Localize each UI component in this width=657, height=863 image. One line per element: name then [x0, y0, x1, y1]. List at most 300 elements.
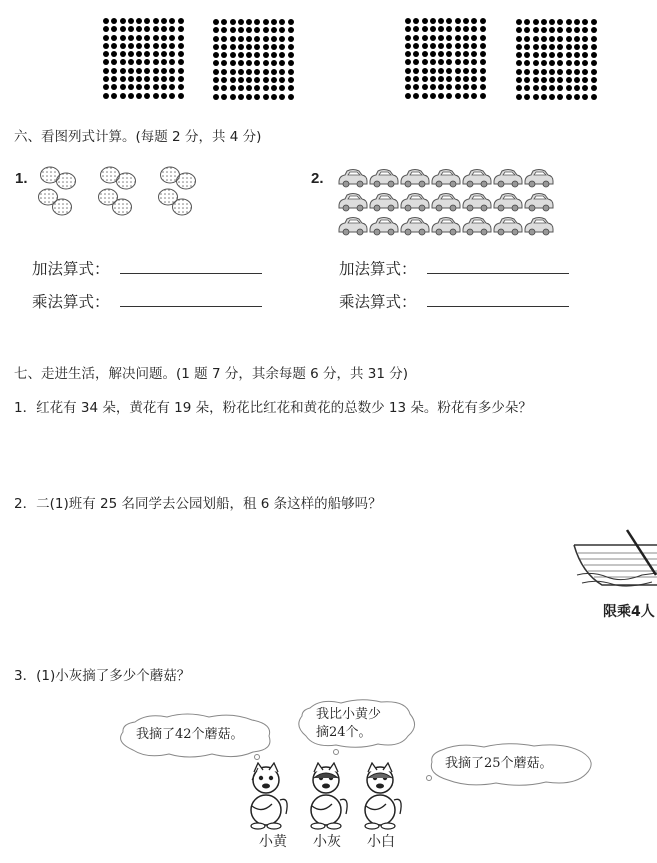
- dot: [430, 43, 436, 49]
- dot: [178, 93, 184, 99]
- dot: [524, 36, 530, 42]
- dot: [221, 69, 227, 75]
- dot: [574, 60, 580, 66]
- name-xiaohuang: 小黄: [259, 834, 287, 850]
- dot: [161, 59, 167, 65]
- dot: [230, 44, 236, 50]
- dot: [221, 94, 227, 100]
- dot: [413, 26, 419, 32]
- dot: [288, 77, 294, 83]
- dot: [566, 60, 572, 66]
- dot: [120, 51, 126, 57]
- dot: [446, 59, 452, 65]
- dot: [263, 69, 269, 75]
- dot: [136, 35, 142, 41]
- dot: [136, 51, 142, 57]
- dot: [446, 35, 452, 41]
- dot: [288, 85, 294, 91]
- dot: [238, 44, 244, 50]
- dot: [446, 26, 452, 32]
- dot: [288, 36, 294, 42]
- dot: [230, 77, 236, 83]
- dot: [221, 85, 227, 91]
- dot: [591, 44, 597, 50]
- dot: [574, 85, 580, 91]
- dot: [574, 77, 580, 83]
- dot: [463, 59, 469, 65]
- dot: [471, 93, 477, 99]
- dot: [221, 52, 227, 58]
- dot: [557, 44, 563, 50]
- dot: [557, 36, 563, 42]
- dot: [213, 85, 219, 91]
- dot: [582, 36, 588, 42]
- dot: [246, 77, 252, 83]
- dot: [153, 26, 159, 32]
- dot: [430, 93, 436, 99]
- dot: [161, 26, 167, 32]
- dot: [279, 77, 285, 83]
- dot: [591, 69, 597, 75]
- dot: [566, 85, 572, 91]
- dot: [288, 69, 294, 75]
- dot: [213, 60, 219, 66]
- dot: [582, 27, 588, 33]
- dot: [246, 44, 252, 50]
- dot: [213, 44, 219, 50]
- dot: [111, 35, 117, 41]
- dot: [413, 68, 419, 74]
- dot-grid-4: [515, 18, 598, 101]
- dot: [136, 26, 142, 32]
- dot: [549, 52, 555, 58]
- dot: [405, 76, 411, 82]
- dot: [263, 27, 269, 33]
- dot: [246, 69, 252, 75]
- dot: [161, 51, 167, 57]
- dot: [144, 26, 150, 32]
- dot: [516, 85, 522, 91]
- dot: [128, 35, 134, 41]
- problem2-addition-blank[interactable]: [427, 273, 569, 274]
- dot: [169, 59, 175, 65]
- dot: [430, 18, 436, 24]
- dot: [238, 36, 244, 42]
- problem1-multiplication-label: 乘法算式：: [32, 293, 110, 311]
- dot: [169, 76, 175, 82]
- dot: [463, 76, 469, 82]
- dot: [480, 68, 486, 74]
- speech-bubble-bai: [424, 742, 596, 788]
- dot: [238, 27, 244, 33]
- dot: [471, 76, 477, 82]
- dot: [438, 43, 444, 49]
- dot: [128, 76, 134, 82]
- dot: [153, 51, 159, 57]
- dot: [111, 76, 117, 82]
- dot: [271, 36, 277, 42]
- character-xiaohui: [311, 763, 347, 829]
- dot: [471, 43, 477, 49]
- dot: [128, 51, 134, 57]
- dot: [582, 19, 588, 25]
- dot: [533, 27, 539, 33]
- dot: [405, 43, 411, 49]
- dot: [254, 85, 260, 91]
- dot: [230, 85, 236, 91]
- dot: [221, 44, 227, 50]
- dot: [254, 44, 260, 50]
- dot: [541, 77, 547, 83]
- dot: [524, 60, 530, 66]
- dot: [288, 94, 294, 100]
- dot: [446, 84, 452, 90]
- dot: [144, 35, 150, 41]
- dot-grid-2: [212, 18, 295, 101]
- dot: [405, 93, 411, 99]
- dot: [463, 26, 469, 32]
- dot: [557, 77, 563, 83]
- dot: [254, 27, 260, 33]
- dot: [238, 52, 244, 58]
- dot: [591, 85, 597, 91]
- dot: [246, 60, 252, 66]
- dot: [279, 19, 285, 25]
- dot: [230, 36, 236, 42]
- dot: [422, 93, 428, 99]
- problem2-multiplication-blank[interactable]: [427, 306, 569, 307]
- dot: [153, 68, 159, 74]
- dot: [557, 19, 563, 25]
- dot: [541, 60, 547, 66]
- dot: [533, 94, 539, 100]
- dot: [549, 94, 555, 100]
- dot: [516, 36, 522, 42]
- dot: [422, 76, 428, 82]
- dot: [178, 76, 184, 82]
- dot: [541, 19, 547, 25]
- dot: [279, 85, 285, 91]
- dot: [516, 19, 522, 25]
- dot: [238, 85, 244, 91]
- dot: [438, 51, 444, 57]
- dot: [574, 69, 580, 75]
- dot: [169, 51, 175, 57]
- dot: [263, 94, 269, 100]
- speech-bai-text: 我摘了25个蘑菇。: [445, 756, 553, 771]
- dot: [405, 59, 411, 65]
- dot: [279, 44, 285, 50]
- dot: [541, 85, 547, 91]
- dot: [169, 35, 175, 41]
- dot: [161, 76, 167, 82]
- dot: [557, 27, 563, 33]
- dot: [263, 85, 269, 91]
- dot: [405, 51, 411, 57]
- dot: [566, 94, 572, 100]
- dot: [549, 36, 555, 42]
- speech-bubble-huang: [117, 712, 275, 760]
- dot: [533, 44, 539, 50]
- dot: [591, 94, 597, 100]
- dot: [480, 93, 486, 99]
- dot: [413, 93, 419, 99]
- dot: [128, 18, 134, 24]
- dot: [480, 76, 486, 82]
- problem1-addition-label: 加法算式：: [32, 260, 110, 278]
- dot: [111, 26, 117, 32]
- dot: [136, 84, 142, 90]
- dot: [263, 60, 269, 66]
- dot: [254, 77, 260, 83]
- dot: [549, 69, 555, 75]
- dot: [591, 19, 597, 25]
- character-xiaohuang: [251, 763, 287, 829]
- dot: [446, 68, 452, 74]
- question-1: 1．红花有 34 朵，黄花有 19 朵，粉花比红花和黄花的总数少 13 朵。粉花有多少朵？: [14, 400, 532, 416]
- dot: [103, 59, 109, 65]
- car-row-1: [339, 170, 553, 188]
- dot: [128, 84, 134, 90]
- dot: [480, 43, 486, 49]
- dot: [541, 36, 547, 42]
- dot: [111, 43, 117, 49]
- dot: [238, 77, 244, 83]
- dot: [279, 60, 285, 66]
- dot: [161, 84, 167, 90]
- dot: [120, 26, 126, 32]
- dot: [153, 18, 159, 24]
- dot: [480, 84, 486, 90]
- dot: [413, 43, 419, 49]
- dot: [582, 44, 588, 50]
- car-row-3: [339, 218, 553, 236]
- dot: [455, 18, 461, 24]
- dot: [178, 18, 184, 24]
- dot: [128, 68, 134, 74]
- dot: [254, 60, 260, 66]
- dot: [103, 18, 109, 24]
- dot: [566, 19, 572, 25]
- dot: [279, 36, 285, 42]
- dot: [430, 26, 436, 32]
- dot: [153, 35, 159, 41]
- dot: [524, 77, 530, 83]
- dot: [582, 94, 588, 100]
- dot: [549, 85, 555, 91]
- dot: [591, 60, 597, 66]
- dot: [169, 68, 175, 74]
- dot: [279, 69, 285, 75]
- dot: [471, 18, 477, 24]
- dot: [103, 26, 109, 32]
- dot: [153, 43, 159, 49]
- dot: [524, 19, 530, 25]
- dot: [516, 27, 522, 33]
- dot: [533, 85, 539, 91]
- dot: [541, 27, 547, 33]
- dot: [574, 52, 580, 58]
- boat-caption: 限乘4人: [603, 604, 655, 620]
- problem1-multiplication-blank[interactable]: [120, 306, 262, 307]
- dot: [549, 19, 555, 25]
- dot: [111, 84, 117, 90]
- dot: [582, 85, 588, 91]
- melon-illustration: [36, 163, 216, 225]
- dot: [549, 27, 555, 33]
- dot: [128, 26, 134, 32]
- dot: [438, 18, 444, 24]
- dot: [533, 77, 539, 83]
- dot: [455, 68, 461, 74]
- dot: [271, 44, 277, 50]
- dot: [246, 85, 252, 91]
- dot: [446, 76, 452, 82]
- dot: [438, 68, 444, 74]
- dot: [591, 27, 597, 33]
- dot: [516, 69, 522, 75]
- dot: [230, 69, 236, 75]
- dot: [463, 51, 469, 57]
- dot: [455, 51, 461, 57]
- dot: [103, 43, 109, 49]
- dot: [128, 93, 134, 99]
- dot: [238, 60, 244, 66]
- speech-hui-line2: 摘24个。: [316, 725, 372, 740]
- dot: [574, 19, 580, 25]
- dot: [524, 69, 530, 75]
- dot: [221, 19, 227, 25]
- dot: [263, 44, 269, 50]
- dot: [533, 36, 539, 42]
- dot: [438, 76, 444, 82]
- dot: [533, 69, 539, 75]
- dot: [136, 18, 142, 24]
- dot: [254, 52, 260, 58]
- dot: [111, 93, 117, 99]
- dot: [221, 27, 227, 33]
- dot: [144, 59, 150, 65]
- dot: [279, 52, 285, 58]
- dot: [533, 52, 539, 58]
- dot: [422, 84, 428, 90]
- dot: [221, 36, 227, 42]
- dot: [463, 68, 469, 74]
- dot: [213, 94, 219, 100]
- dot: [430, 76, 436, 82]
- dot: [446, 43, 452, 49]
- dot: [471, 35, 477, 41]
- dot: [455, 26, 461, 32]
- dot: [169, 18, 175, 24]
- dot: [128, 43, 134, 49]
- dot: [549, 77, 555, 83]
- dot: [413, 59, 419, 65]
- dot: [549, 60, 555, 66]
- dot: [524, 44, 530, 50]
- dot: [238, 19, 244, 25]
- problem1-addition-blank[interactable]: [120, 273, 262, 274]
- melon-group-2: [99, 167, 136, 215]
- dot: [438, 93, 444, 99]
- dot: [246, 94, 252, 100]
- dot: [263, 36, 269, 42]
- dot: [178, 26, 184, 32]
- dot: [430, 59, 436, 65]
- dot: [271, 69, 277, 75]
- dot: [178, 51, 184, 57]
- dot: [136, 76, 142, 82]
- dot: [455, 43, 461, 49]
- dot: [230, 94, 236, 100]
- dot: [591, 36, 597, 42]
- dot: [455, 93, 461, 99]
- name-xiaobai: 小白: [367, 834, 395, 850]
- dot: [405, 68, 411, 74]
- section7-title: 七、走进生活，解决问题。(1 题 7 分，其余每题 6 分，共 31 分): [14, 366, 409, 382]
- dot-grid-3: [404, 17, 487, 100]
- dot: [582, 69, 588, 75]
- dot: [230, 52, 236, 58]
- dot: [455, 84, 461, 90]
- dot: [120, 93, 126, 99]
- dot: [120, 84, 126, 90]
- dot: [153, 84, 159, 90]
- dot: [161, 93, 167, 99]
- boat-illustration: [572, 527, 657, 597]
- dot: [254, 94, 260, 100]
- dot: [288, 52, 294, 58]
- dot: [582, 77, 588, 83]
- dot: [103, 51, 109, 57]
- dot: [557, 60, 563, 66]
- dot: [120, 43, 126, 49]
- dot: [279, 94, 285, 100]
- dot: [533, 60, 539, 66]
- dot: [430, 68, 436, 74]
- dot: [120, 18, 126, 24]
- dot: [254, 19, 260, 25]
- dot: [582, 52, 588, 58]
- dot: [221, 60, 227, 66]
- dot: [271, 60, 277, 66]
- dot: [246, 19, 252, 25]
- dot: [455, 35, 461, 41]
- dot: [271, 94, 277, 100]
- dot: [230, 27, 236, 33]
- dot: [422, 35, 428, 41]
- dot: [422, 43, 428, 49]
- dot: [591, 52, 597, 58]
- dot: [463, 18, 469, 24]
- dot: [271, 19, 277, 25]
- dot: [463, 35, 469, 41]
- dot: [263, 52, 269, 58]
- dot: [213, 69, 219, 75]
- dot: [271, 85, 277, 91]
- dot: [557, 85, 563, 91]
- dot: [136, 68, 142, 74]
- dot: [111, 68, 117, 74]
- dot: [566, 77, 572, 83]
- dot: [438, 84, 444, 90]
- dot: [480, 26, 486, 32]
- dot: [438, 26, 444, 32]
- dot: [246, 27, 252, 33]
- dot: [446, 93, 452, 99]
- dot: [103, 84, 109, 90]
- dot: [463, 84, 469, 90]
